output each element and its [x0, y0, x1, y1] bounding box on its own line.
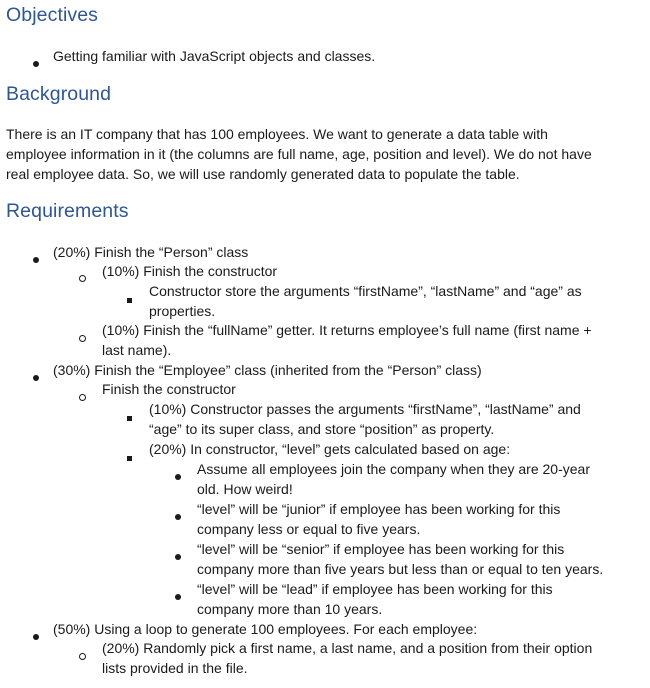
bullet-dot-icon — [33, 625, 39, 645]
background-heading: Background — [6, 83, 112, 105]
requirement-detail: “level” will be “junior” if employee has been working for this — [197, 501, 561, 517]
requirement-detail-cont: company more than five years but less than or equal to ten years. — [197, 561, 604, 577]
requirement-subitem: (10%) Finish the constructor — [102, 263, 278, 279]
requirement-subitem: (10%) Finish the “fullName” getter. It returns employee’s full name (first name + — [102, 322, 592, 338]
requirement-subitem: (20%) Randomly pick a first name, a last name, and a position from their option — [102, 640, 593, 656]
bullet-circle-icon — [79, 267, 86, 287]
requirement-subsubitem: (10%) Constructor passes the arguments “firstName”, “lastName” and — [149, 401, 581, 417]
bullet-dot-icon — [33, 248, 39, 268]
requirement-subsubitem-cont: properties. — [149, 303, 216, 319]
bullet-dot-icon — [175, 545, 181, 565]
bullet-circle-icon — [79, 645, 86, 665]
background-line: employee information in it (the columns are full name, age, position and level). We do not have — [6, 146, 592, 162]
requirement-subitem-cont: lists provided in the file. — [102, 660, 248, 676]
bullet-dot-icon — [175, 585, 181, 605]
bullet-dot-icon — [33, 366, 39, 386]
requirements-heading: Requirements — [6, 200, 129, 222]
requirement-subitem-cont: last name). — [102, 342, 172, 358]
bullet-square-icon — [127, 288, 132, 308]
bullet-dot-icon — [33, 52, 39, 72]
requirement-item: (20%) Finish the “Person” class — [53, 244, 249, 260]
bullet-square-icon — [127, 446, 132, 466]
objective-item: Getting familiar with JavaScript objects and classes. — [53, 48, 376, 64]
requirement-detail: “level” will be “senior” if employee has been working for this — [197, 541, 565, 557]
background-line: There is an IT company that has 100 employees. We want to generate a data table with — [6, 126, 548, 142]
requirement-detail-cont: company less or equal to five years. — [197, 521, 421, 537]
requirement-subitem: Finish the constructor — [102, 381, 236, 397]
requirement-detail: Assume all employees join the company when they are 20-year — [197, 461, 590, 477]
bullet-circle-icon — [79, 386, 86, 406]
requirement-subsubitem: Constructor store the arguments “firstName”, “lastName” and “age” as — [149, 283, 582, 299]
objectives-heading: Objectives — [6, 4, 99, 26]
requirement-item: (50%) Using a loop to generate 100 employees. For each employee: — [53, 621, 478, 637]
requirement-detail: “level” will be “lead” if employee has been working for this — [197, 581, 553, 597]
requirement-item: (30%) Finish the “Employee” class (inherited from the “Person” class) — [53, 362, 482, 378]
bullet-dot-icon — [175, 505, 181, 525]
requirement-detail-cont: old. How weird! — [197, 481, 293, 497]
bullet-square-icon — [127, 406, 132, 426]
requirement-detail-cont: company more than 10 years. — [197, 601, 383, 617]
bullet-circle-icon — [79, 327, 86, 347]
requirement-subsubitem: (20%) In constructor, “level” gets calculated based on age: — [149, 441, 511, 457]
bullet-dot-icon — [175, 465, 181, 485]
requirement-subsubitem-cont: “age” to its super class, and store “position” as property. — [149, 421, 495, 437]
background-line: real employee data. So, we will use randomly generated data to populate the table. — [6, 166, 520, 182]
